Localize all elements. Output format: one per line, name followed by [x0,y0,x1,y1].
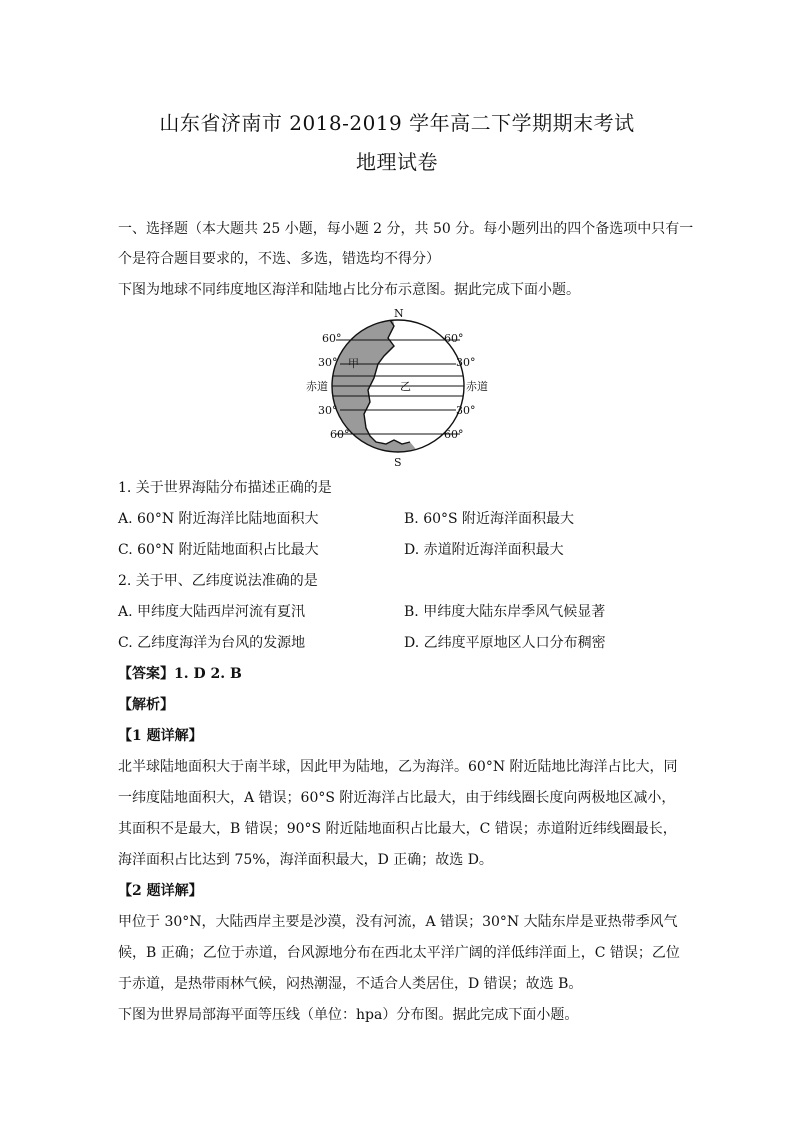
section-instruction-line1: 一、选择题（本大题共 25 小题，每小题 2 分，共 50 分。每小题列出的四个备选项中只有一 [118,221,694,237]
lat30s-right: 30° [456,404,476,417]
question-1-option-b: B. 60°S 附近海洋面积最大 [404,511,575,527]
detail-1-line: 其面积不是最大，B 错误；90°S 附近陆地面积占比最大，C 错误；赤道附近纬线圈最长， [118,821,677,837]
detail-1-heading: 【1 题详解】 [118,728,203,744]
question-2-option-d: D. 乙纬度平原地区人口分布稠密 [404,635,606,651]
analysis-heading: 【解析】 [118,697,174,713]
lat60n-right: 60° [444,332,464,345]
equator-right: 赤道 [466,380,488,393]
question-2-option-a: A. 甲纬度大陆西岸河流有夏汛 [118,604,306,620]
lat30s-left: 30° [318,404,338,417]
land-ocean-latitude-figure [290,304,506,470]
detail-1-line: 一纬度陆地面积大，A 错误；60°S 附近海洋占比最大，由于纬线圈长度向两极地区减小， [118,790,676,806]
lat60n-left: 60° [322,332,342,345]
question-2-option-b: B. 甲纬度大陆东岸季风气候显著 [404,604,606,620]
question-1-option-a: A. 60°N 附近海洋比陆地面积大 [118,511,319,527]
exam-subtitle: 地理试卷 [356,150,438,174]
answer-line: 【答案】1. D 2. B [118,666,242,682]
question-1-option-d: D. 赤道附近海洋面积最大 [404,542,564,558]
detail-2-heading: 【2 题详解】 [118,883,203,899]
north-label: N [394,307,404,320]
lat60s-left: 60° [330,428,350,441]
detail-1-line: 海洋面积占比达到 75%，海洋面积最大，D 正确；故选 D。 [118,852,493,868]
question-2-stem: 2. 关于甲、乙纬度说法准确的是 [118,573,318,589]
detail-2-line: 于赤道，是热带雨林气候，闷热潮湿，不适合人类居住，D 错误；故选 B。 [118,976,583,992]
detail-2-line: 候，B 正确；乙位于赤道，台风源地分布在西北太平洋广阔的洋低纬洋面上，C 错误；乙位 [118,945,680,961]
exam-title: 山东省济南市 2018-2019 学年高二下学期期末考试 [159,111,635,135]
question-2-option-c: C. 乙纬度海洋为台风的发源地 [118,635,306,651]
question-1-option-c: C. 60°N 附近陆地面积占比最大 [118,542,319,558]
equator-left: 赤道 [306,380,328,393]
lat30n-right: 30° [456,356,476,369]
south-label: S [394,456,402,469]
question-intro-1: 下图为地球不同纬度地区海洋和陆地占比分布示意图。据此完成下面小题。 [118,282,580,298]
ocean-label-yi: 乙 [400,380,411,393]
section-instruction-line2: 个是符合题目要求的，不选、多选，错选均不得分） [118,251,440,267]
question-1-stem: 1. 关于世界海陆分布描述正确的是 [118,480,332,496]
lat60s-right: 60° [444,428,464,441]
land-label-jia: 甲 [348,357,359,370]
question-intro-2: 下图为世界局部海平面等压线（单位：hpa）分布图。据此完成下面小题。 [118,1007,579,1023]
detail-2-line: 甲位于 30°N，大陆西岸主要是沙漠，没有河流，A 错误；30°N 大陆东岸是亚热带季风气 [118,914,678,930]
lat30n-left: 30° [318,356,338,369]
detail-1-line: 北半球陆地面积大于南半球，因此甲为陆地，乙为海洋。60°N 附近陆地比海洋占比大，同 [118,759,678,775]
